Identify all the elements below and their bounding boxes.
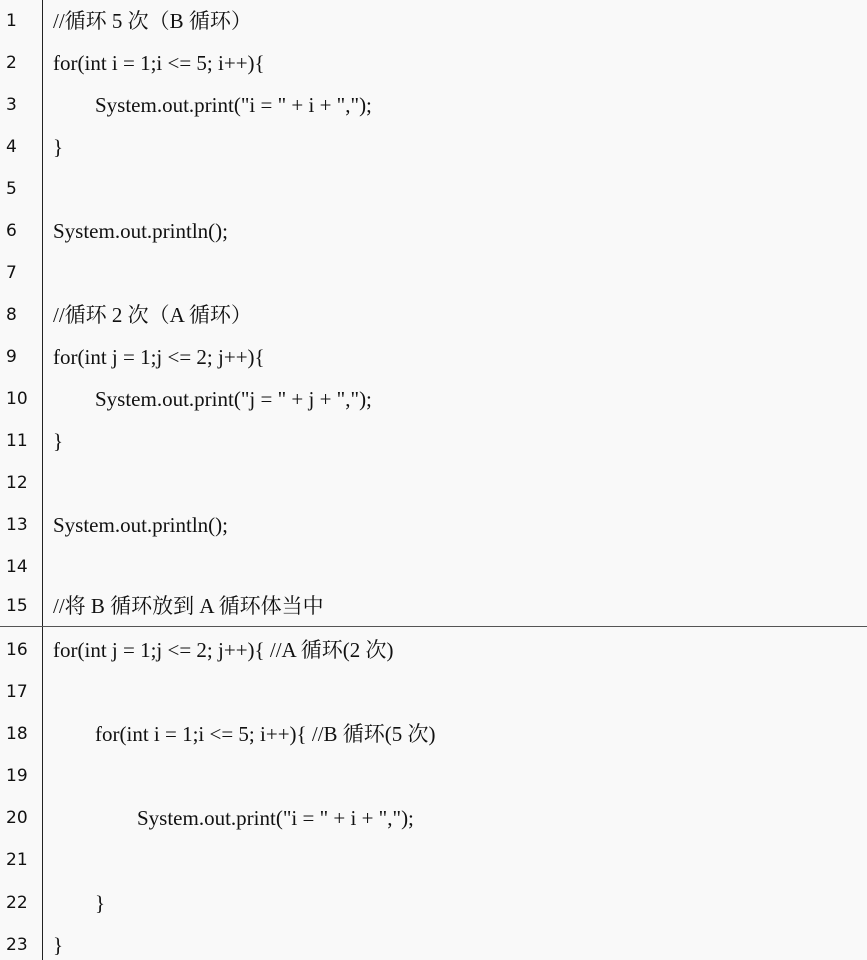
code-text: } <box>95 891 106 915</box>
code-text: System.out.println(); <box>53 219 228 243</box>
line-number: 3 <box>6 95 17 115</box>
line-number: 7 <box>6 263 17 283</box>
code-line-2 <box>0 42 867 84</box>
line-number: 20 <box>6 808 28 828</box>
line-number: 23 <box>6 935 28 955</box>
code-text: System.out.print("j = " + j + ","); <box>95 387 372 411</box>
code-text: } <box>53 135 64 159</box>
line-number: 9 <box>6 347 17 367</box>
code-line-16 <box>0 629 867 671</box>
line-number: 6 <box>6 221 17 241</box>
code-line-19 <box>0 755 867 797</box>
line-number: 5 <box>6 179 17 199</box>
line-number: 14 <box>6 557 28 577</box>
code-line-6 <box>0 210 867 252</box>
line-number: 12 <box>6 473 28 493</box>
line-number: 8 <box>6 305 17 325</box>
line-number: 16 <box>6 640 28 660</box>
code-line-14 <box>0 546 867 588</box>
code-text: for(int i = 1;i <= 5; i++){ <box>53 51 265 75</box>
code-line-18 <box>0 713 867 755</box>
line-number: 17 <box>6 682 28 702</box>
line-number: 4 <box>6 137 17 157</box>
code-line-13 <box>0 504 867 546</box>
code-text: //将 B 循环放到 A 循环体当中 <box>53 594 324 618</box>
code-line-11 <box>0 420 867 462</box>
line-number: 1 <box>6 11 17 31</box>
code-line-5 <box>0 168 867 210</box>
code-line-17 <box>0 671 867 713</box>
code-line-22 <box>0 882 867 924</box>
code-text: //循环 5 次（B 循环） <box>53 9 252 33</box>
code-text: } <box>53 429 64 453</box>
code-line-15 <box>0 585 867 627</box>
line-number: 15 <box>6 596 28 616</box>
code-text: System.out.print("i = " + i + ","); <box>95 93 372 117</box>
code-line-4 <box>0 126 867 168</box>
code-text: for(int j = 1;j <= 2; j++){ //A 循环(2 次) <box>53 638 394 662</box>
line-number: 22 <box>6 893 28 913</box>
line-number: 10 <box>6 389 28 409</box>
code-text: for(int j = 1;j <= 2; j++){ <box>53 345 265 369</box>
line-number: 13 <box>6 515 28 535</box>
code-text: //循环 2 次（A 循环） <box>53 303 252 327</box>
code-line-23 <box>0 924 867 960</box>
code-line-9 <box>0 336 867 378</box>
code-text: } <box>53 933 64 957</box>
line-number: 18 <box>6 724 28 744</box>
line-number: 2 <box>6 53 17 73</box>
line-number: 19 <box>6 766 28 786</box>
code-line-1 <box>0 0 867 42</box>
code-line-12 <box>0 462 867 504</box>
line-number: 11 <box>6 431 28 451</box>
code-text: System.out.println(); <box>53 513 228 537</box>
code-line-21 <box>0 839 867 881</box>
code-line-7 <box>0 252 867 294</box>
code-text: System.out.print("i = " + i + ","); <box>137 806 414 830</box>
code-line-10 <box>0 378 867 420</box>
code-line-3 <box>0 84 867 126</box>
line-number: 21 <box>6 850 28 870</box>
code-line-8 <box>0 294 867 336</box>
code-text: for(int i = 1;i <= 5; i++){ //B 循环(5 次) <box>95 722 436 746</box>
code-line-20 <box>0 797 867 839</box>
